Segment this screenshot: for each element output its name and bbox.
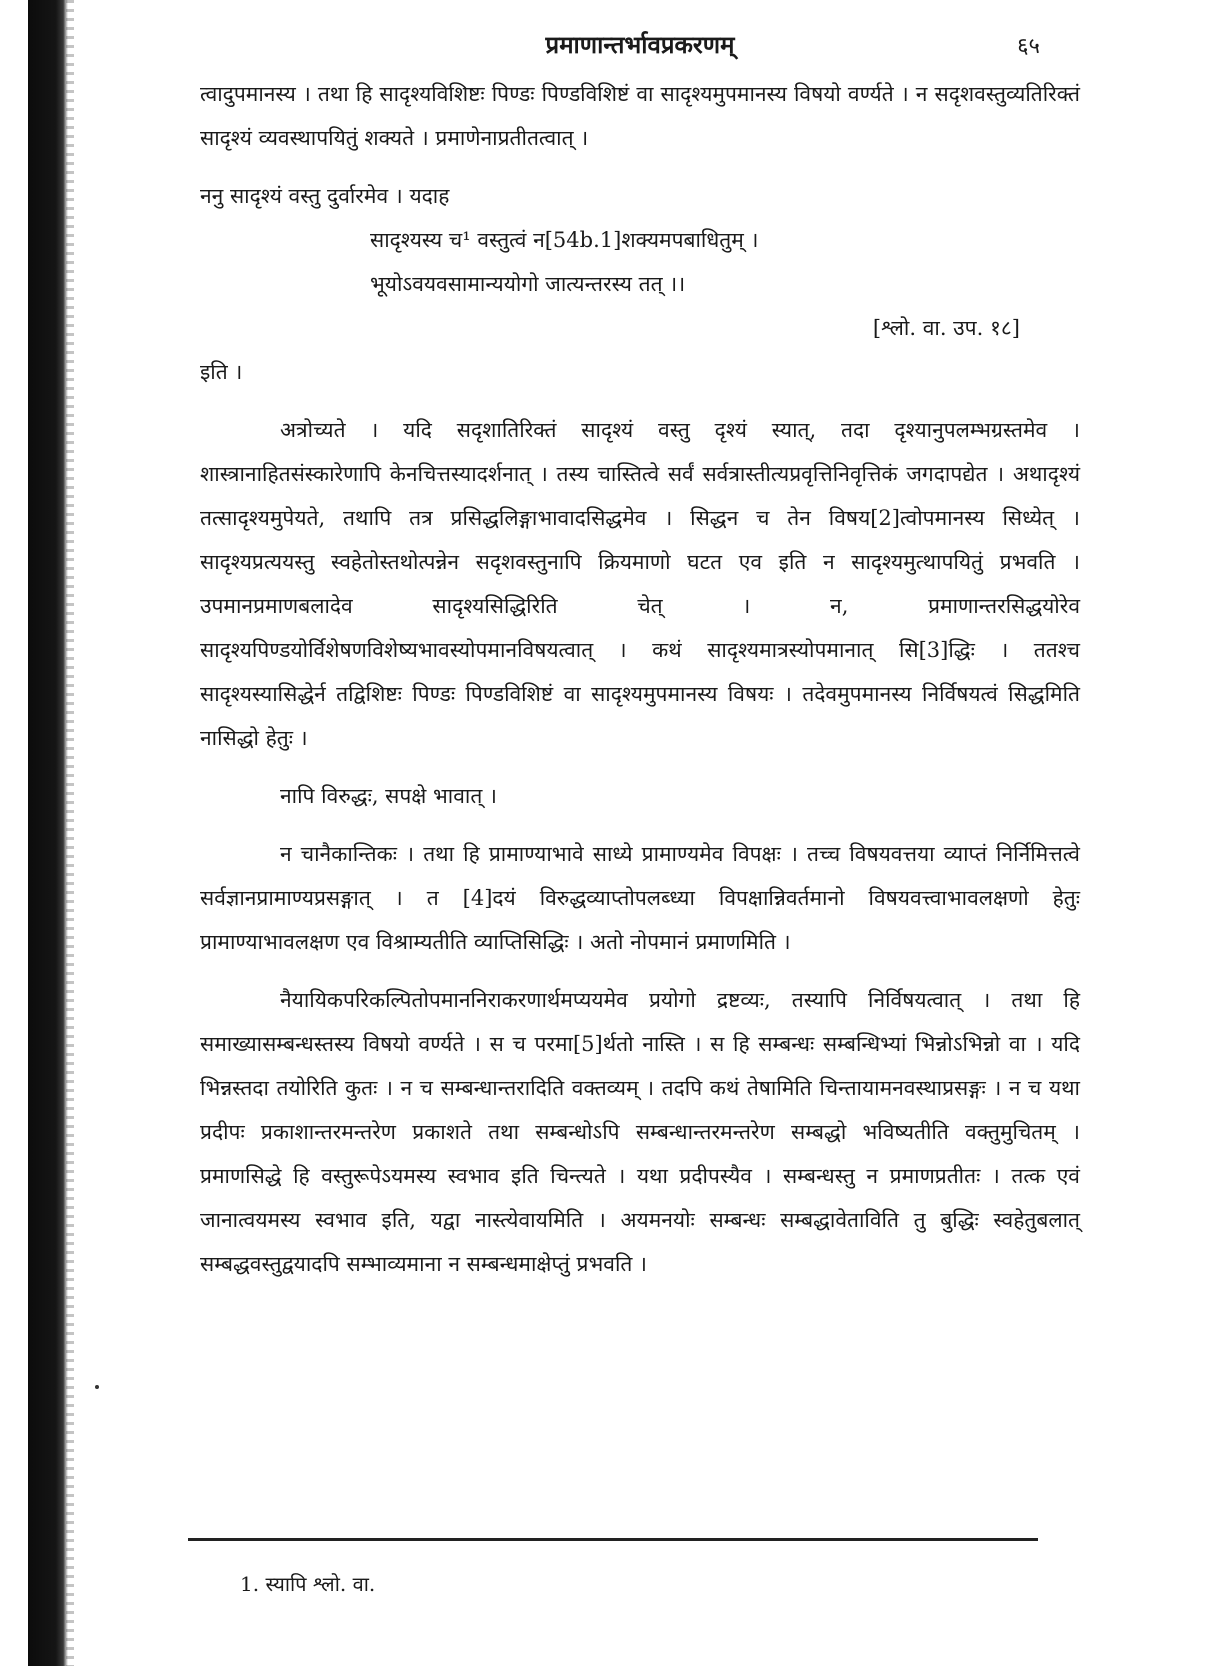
page-header [200, 28, 1080, 72]
scan-edge-noise [66, 0, 74, 1666]
verse-citation: [श्लो. वा. उप. १८] [872, 316, 1020, 340]
running-title: प्रमाणान्तर्भावप्रकरणम् [545, 30, 735, 59]
paragraph-2: ननु सादृश्यं वस्तु दुर्वारमेव । यदाह [200, 184, 450, 208]
paragraph-5: नापि विरुद्धः, सपक्षे भावात् । [280, 784, 497, 808]
footnote: 1. स्यापि श्लो. वा. [240, 1572, 376, 1596]
book-spine-shadow [28, 0, 68, 1666]
verse-line-1: सादृश्यस्य च¹ वस्तुत्वं न[54b.1]शक्यमपबाधितुम् । [370, 228, 759, 252]
paragraph-7: नैयायिकपरिकल्पितोपमाननिराकरणार्थमप्ययमेव प्रयोगो द्रष्टव्यः, तस्यापि निर्विषयत्वात् । तथा हि समाख्यासम्बन्धस्तस्य विषयो वर्ण्यते । स च परमा[5]र्थतो नास्ति । स हि सम्बन्धः सम्बन्धिभ्यां भिन्नोऽभिन्नो वा । यदि भिन्नस्तदा तयोरिति कुतः । न च सम्बन्धान्तरादिति वक्तव्यम् । तदपि कथं तेषामिति चिन्तायामनवस्थाप्रसङ्गः । न च यथा प्रदीपः प्रकाशान्तरमन्तरेण प्रकाशते तथा सम्बन्धोऽपि सम्बन्धान्तरमन्तरेण सम्बद्धो भविष्यतीति वक्तुमुचितम् । प्रमाणसिद्धे हि वस्तुरूपेऽयमस्य स्वभाव इति चिन्त्यते । यथा प्रदीपस्यैव । सम्बन्धस्तु न प्रमाणप्रतीतः । तत्क एवं जानात्वयमस्य स्वभाव इति, यद्वा नास्त्येवायमिति । अयमनयोः सम्बन्धः सम्बद्धावेताविति तु बुद्धिः स्वहेतुबलात् सम्बद्धवस्तुद्वयादपि सम्भाव्यमाना न सम्बन्धमाक्षेप्तुं प्रभवति । [200, 988, 1080, 1276]
footnote-rule [188, 1538, 1038, 1541]
page-content [200, 28, 1080, 1286]
page-number: ६५ [1017, 34, 1040, 59]
paragraph-3: इति । [200, 360, 243, 384]
ink-speck [95, 1385, 99, 1389]
paragraph-6: न चानैकान्तिकः । तथा हि प्रामाण्याभावे साध्ये प्रामाण्यमेव विपक्षः । तच्च विषयवत्तया व्याप्तं निर्निमित्तत्वे सर्वज्ञानप्रामाण्यप्रसङ्गात् । त [4]दयं विरुद्धव्याप्तोपलब्ध्या विपक्षान्निवर्तमानो विषयवत्त्वाभावलक्षणो हेतुः प्रामाण्याभावलक्षण एव विश्राम्यतीति व्याप्तिसिद्धिः । अतो नोपमानं प्रमाणमिति । [200, 842, 1080, 954]
paragraph-4: अत्रोच्यते । यदि सदृशातिरिक्तं सादृश्यं वस्तु दृश्यं स्यात्, तदा दृश्यानुपलम्भग्रस्तमेव । शास्त्रानाहितसंस्कारेणापि केनचित्तस्यादर्शनात् । तस्य चास्तित्वे सर्वं सर्वत्रास्तीत्यप्रवृत्तिनिवृत्तिकं जगदापद्येत । अथादृश्यं तत्सादृश्यमुपेयते, तथापि तत्र प्रसिद्धलिङ्गाभावादसिद्धमेव । सिद्धन च तेन विषय[2]त्वोपमानस्य सिध्येत् । सादृश्यप्रत्ययस्तु स्वहेतोस्तथोत्पन्नेन सदृशवस्तुनापि क्रियमाणो घटत एव इति न सादृश्यमुत्थापयितुं प्रभवति । उपमानप्रमाणबलादेव सादृश्यसिद्धिरिति चेत् । न, प्रमाणान्तरसिद्धयोरेव सादृश्यपिण्डयोर्विशेषणविशेष्यभावस्योपमानविषयत्वात् । कथं सादृश्यमात्रस्योपमानात् सि[3]द्धिः । ततश्च सादृश्यस्यासिद्धेर्न तद्विशिष्टः पिण्डः पिण्डविशिष्टं वा सादृश्यमुपमानस्य विषयः । तदेवमुपमानस्य निर्विषयत्वं सिद्धमिति नासिद्धो हेतुः । [200, 418, 1080, 750]
paragraph-1: त्वादुपमानस्य । तथा हि सादृश्यविशिष्टः पिण्डः पिण्डविशिष्टं वा सादृश्यमुपमानस्य विषयो वर्ण्यते । न सदृशवस्तुव्यतिरिक्तं सादृश्यं व्यवस्थापयितुं शक्यते । प्रमाणेनाप्रतीतत्वात् । [200, 82, 1080, 150]
verse-line-2: भूयोऽवयवसामान्ययोगो जात्यन्तरस्य तत् ।। [370, 272, 686, 296]
